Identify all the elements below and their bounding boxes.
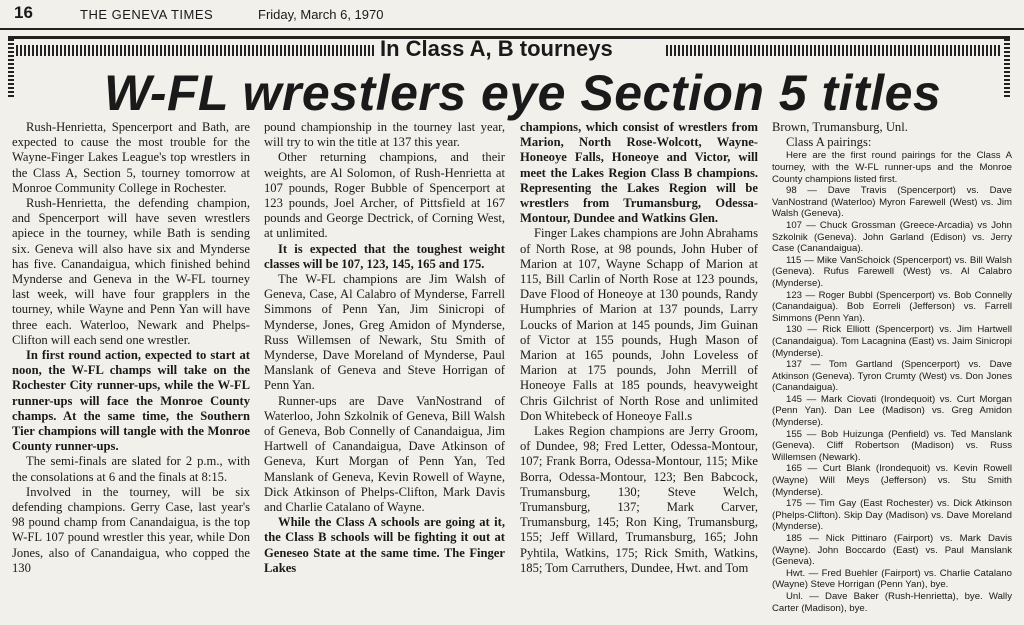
pairing-item: 107 — Chuck Grossman (Greece-Arcadia) vs John Szkolnik (Geneva). John Garland (Edison) vs. Jerry Case (Canandaigua). [772, 219, 1012, 255]
paragraph: Finger Lakes champions are John Abrahams of North Rose, at 98 pounds, John Huber of Marion at 107, Wayne Schapp of Marion at 115, Bill Carlin of North Rose at 123 pounds, Dave Flood of Honeoye at 130 pounds, Randy Humphries of Marion at 137 pounds, Larry Loucks of Marion at 145 pounds, Jim Guinan of Victor at 155 pounds, Hugh Mason of Marion at 165 pounds, John Loveless of Marion at 175 pounds, John Merrill of Honeoye Falls at 185 pounds, heavyweight Chris Gilchrist of North Rose and unlimited Don Whitebeck of Honeoye Fall.s [520, 226, 758, 423]
hatch-right [666, 45, 1002, 56]
subhead: Class A pairings: [786, 135, 872, 150]
pairing-item: 165 — Curt Blank (Irondequoit) vs. Kevin Rowell (Wayne) Will Meys (Jefferson) vs. Stu Smith (Mynderse). [772, 463, 1012, 498]
headline-title: W-FL wrestlers eye Section 5 titles [104, 65, 942, 121]
paragraph: champions, which consist of wrestlers from Marion, North Rose-Wolcott, Wayne-Honeoye Falls, Honeoye and Victor, will meet the Lakes Region Class B champions. Representing the Lakes Region will be wrestlers from Trumansburg, Odessa-Montour, Dundee and Watkins Glen. [520, 120, 758, 226]
pairing-item: 155 — Bob Huizunga (Penfield) vs. Ted Manslank (Geneva). Cliff Robertson (Madison) vs. Russ Willemsen (Newark). [772, 428, 1012, 463]
paragraph: The semi-finals are slated for 2 p.m., with the consolations at 6 and the finals at 8:15. [12, 454, 250, 484]
headline-kicker: In Class A, B tourneys [380, 36, 613, 61]
pairing-item: 185 — Nick Pittinaro (Fairport) vs. Mark Davis (Wayne). John Boccardo (East) vs. Paul Manslank (Geneva). [772, 533, 1012, 568]
article-column-4 [772, 120, 1012, 614]
paper-name: THE GENEVA TIMES [80, 7, 214, 22]
paragraph: In first round action, expected to start at noon, the W-FL champs will take on the Rochester City runner-ups, while the W-FL runner-ups will face the Monroe County champs. At the same time, the Southern Tier champions will tangle with the Monroe County runner-ups. [12, 348, 250, 454]
paragraph: Involved in the tourney, will be six defending champions. Gerry Case, last year's 98 pound champ from Canandaigua, is the top W-FL 107 pound wrestler this year, while Don Jones, also of Canandaigua, who copped the 130 [12, 484, 250, 575]
paragraph: Lakes Region champions are Jerry Groom, of Dundee, 98; Fred Letter, Odessa-Montour, 107; Frank Borra, Odessa-Montour, 115; Mike Borra, Odessa-Montour, 123; Ben Babcock, Trumansburg, 130; Steve Welch, Trumansburg, 137; Mark Carver, Trumansburg, 145; Ron King, Trumansburg, 155; Jeff Willard, Trumansburg, 165; John Pyhtila, Watkins, 175; Rick Smith, Watkins, 185; Tom Carruthers, Dundee, Hwt. and Tom [520, 424, 758, 575]
paragraph: Brown, Trumansburg, Unl. [772, 120, 908, 134]
pairings-list [772, 150, 1012, 614]
pairing-item: 130 — Rick Elliott (Spencerport) vs. Jim Hartwell (Canandaigua). Tom Lacagnina (East) vs. Jaim Sinicropi (Mynderse). [772, 324, 1012, 359]
page-number: 16 [14, 3, 33, 22]
paragraph: The W-FL champions are Jim Walsh of Geneva, Case, Al Calabro of Mynderse, Farrell Simmons of Penn Yan, Jim Sinicropi of Mynderse, Jones, Greg Amidon of Mynderse, Russ Willemsen of Newark, Stu Smith of Mynderse, Dave Moreland of Mynderse, Paul Manslank of Geneva and Steve Horrigan of Penn Yan. [264, 272, 505, 393]
paragraph: Runner-ups are Dave VanNostrand of Waterloo, John Szkolnik of Geneva, Bill Walsh of Geneva, Bob Connelly of Canandaigua, Jim Hartwell of Canandaigua, Dave Atkinson of Geneva, Kurt Morgan of Penn Yan, Ted Manslank of Geneva, Kevin Rowell of Wayne, Dick Atkinson of Phelps-Clifton, Mark Davis and Charlie Catalano of Wayne. [264, 393, 505, 515]
pairing-item: 115 — Mike VanSchoick (Spencerport) vs. Bill Walsh (Geneva). Rufus Farewell (West) vs. Al Calabro (Mynderse). [772, 254, 1012, 289]
masthead [0, 0, 1024, 30]
article-column-1 [12, 120, 250, 576]
paragraph: Rush-Henrietta, Spencerport and Bath, are expected to cause the most trouble for the Wayne-Finger Lakes League's top wrestlers in the Class A, Section 5, tourney tomorrow at Monroe Community College in Rochester. [12, 120, 250, 195]
pairing-item: 98 — Dave Travis (Spencerport) vs. Dave VanNostrand (Waterloo) Myron Farewell (West) vs. Jim Walsh (Geneva). [772, 185, 1012, 220]
pairing-item: 175 — Tim Gay (East Rochester) vs. Dick Atkinson (Phelps-Clifton). Skip Day (Madison) vs. Dave Moreland (Mynderse). [772, 498, 1012, 533]
paragraph: Rush-Henrietta, the defending champion, and Spencerport will have seven wrestlers apiece in the tourney, while Bath is sending six. Geneva will also have six and Mynderse has five. Canandaigua, which finished behind Mynderse and Geneva in the W-FL tourney last week, will have four grapplers in the tourney, while Wayne and Penn Yan will have three each. Waterloo, Newark and Phelps-Clifton will each send one wrestler. [12, 196, 250, 347]
pairing-item: 123 — Roger Bubbl (Spencerport) vs. Bob Connelly (Canandaigua). Bob Eorreli (Jefferson) vs. Farrell Simmons (Penn Yan). [772, 289, 1012, 324]
pairing-item: 137 — Tom Gartland (Spencerport) vs. Dave Atkinson (Geneva). Tyron Crumty (West) vs. Don Jones (Canandaigua). [772, 359, 1012, 394]
hatch-left [16, 45, 376, 56]
article-column-2 [264, 120, 505, 576]
pairing-item: 145 — Mark Ciovati (Irondequoit) vs. Curt Morgan (Penn Yan). Dan Lee (Madison) vs. Greg Amidon (Mynderse). [772, 393, 1012, 429]
paragraph: pound championship in the tourney last year, will try to win the title at 137 this year. [264, 120, 505, 150]
pairing-item: Hwt. — Fred Buehler (Fairport) vs. Charlie Catalano (Wayne) Steve Horrigan (Penn Yan), bye. [772, 567, 1012, 591]
paragraph: While the Class A schools are going at it, the Class B schools will be fighting it out at Geneseo State at the same time. The Finger Lakes [264, 515, 505, 575]
pairing-item: Unl. — Dave Baker (Rush-Henrietta), bye. Wally Carter (Madison), bye. [772, 590, 1012, 614]
issue-date: Friday, March 6, 1970 [258, 7, 384, 22]
paragraph: It is expected that the toughest weight classes will be 107, 123, 145, 165 and 175. [264, 241, 505, 271]
paragraph: Other returning champions, and their weights, are Al Solomon, of Rush-Henrietta at 107 pounds, Roger Bubble of Spencerport at 123 pounds, Joel Archer, of Pittsfield at 167 pounds and George Dectrick, of Corning West, at unlimited. [264, 150, 505, 241]
pairings-intro: Here are the first round pairings for the Class A tourney, with the W-FL runner-ups and the Monroe County champions listed first. [772, 150, 1012, 185]
article-column-3 [520, 120, 758, 576]
